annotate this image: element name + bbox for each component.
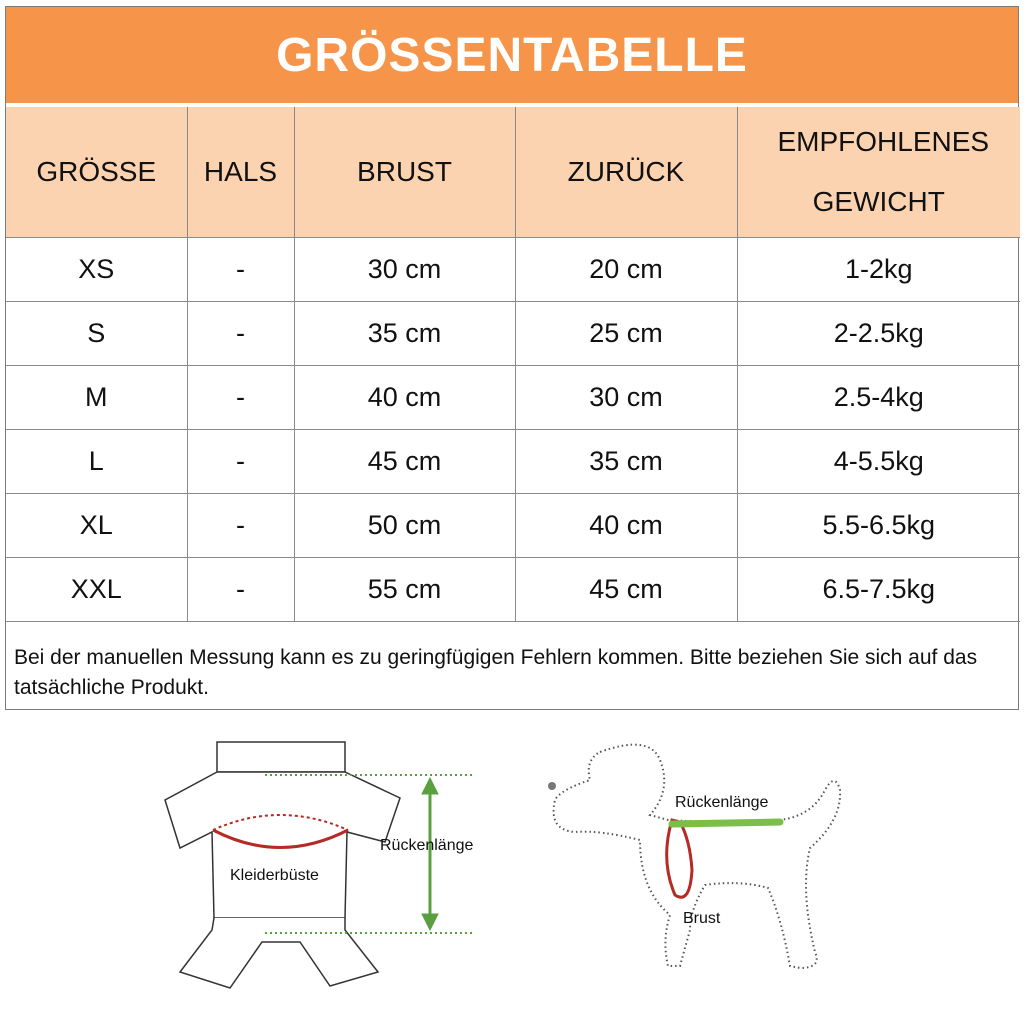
col-header-neck: HALS (187, 107, 294, 238)
cell-weight: 6.5-7.5kg (737, 558, 1020, 622)
cell-back: 30 cm (515, 366, 737, 430)
table-row (6, 366, 1020, 430)
col-header-back: ZURÜCK (515, 107, 737, 238)
garment-illustration (165, 742, 400, 988)
size-table (6, 107, 1020, 622)
table-header-row (6, 107, 1020, 238)
cell-neck: - (187, 366, 294, 430)
cell-chest: 45 cm (294, 430, 515, 494)
cell-neck: - (187, 558, 294, 622)
table-row (6, 302, 1020, 366)
cell-back: 35 cm (515, 430, 737, 494)
garment-chest-label: Kleiderbüste (230, 867, 319, 884)
cell-neck: - (187, 238, 294, 302)
cell-size: L (6, 430, 187, 494)
dog-back-label: Rückenlänge (675, 794, 769, 811)
cell-chest: 55 cm (294, 558, 515, 622)
cell-size: M (6, 366, 187, 430)
cell-back: 40 cm (515, 494, 737, 558)
table-row (6, 430, 1020, 494)
table-row (6, 558, 1020, 622)
cell-chest: 35 cm (294, 302, 515, 366)
dog-chest-marker (667, 820, 692, 897)
size-chart (5, 6, 1019, 710)
cell-chest: 50 cm (294, 494, 515, 558)
cell-weight: 4-5.5kg (737, 430, 1020, 494)
cell-back: 25 cm (515, 302, 737, 366)
cell-weight: 2.5-4kg (737, 366, 1020, 430)
dog-chest-label: Brust (683, 910, 721, 927)
cell-weight: 5.5-6.5kg (737, 494, 1020, 558)
table-row (6, 238, 1020, 302)
cell-chest: 30 cm (294, 238, 515, 302)
cell-size: XL (6, 494, 187, 558)
cell-size: XS (6, 238, 187, 302)
cell-back: 20 cm (515, 238, 737, 302)
cell-neck: - (187, 494, 294, 558)
cell-size: XXL (6, 558, 187, 622)
dog-back-marker (672, 822, 780, 824)
col-header-chest: BRUST (294, 107, 515, 238)
col-header-size: GRÖSSE (6, 107, 187, 238)
cell-weight: 2-2.5kg (737, 302, 1020, 366)
cell-size: S (6, 302, 187, 366)
garment-back-label: Rückenlänge (380, 837, 474, 854)
cell-neck: - (187, 430, 294, 494)
cell-chest: 40 cm (294, 366, 515, 430)
table-row (6, 494, 1020, 558)
dog-nose (548, 782, 556, 790)
col-header-weight: EMPFOHLENES GEWICHT (737, 107, 1020, 238)
dog-illustration (554, 745, 841, 968)
measurement-note: Bei der manuellen Messung kann es zu geringfügigen Fehlern kommen. Bitte beziehen Sie sich auf das tatsächliche Produkt. (14, 646, 978, 699)
cell-back: 45 cm (515, 558, 737, 622)
measurement-diagram (0, 720, 1024, 1020)
cell-weight: 1-2kg (737, 238, 1020, 302)
chart-title: GRÖSSENTABELLE (6, 7, 1018, 103)
garment-back-arrow (422, 778, 438, 930)
cell-neck: - (187, 302, 294, 366)
